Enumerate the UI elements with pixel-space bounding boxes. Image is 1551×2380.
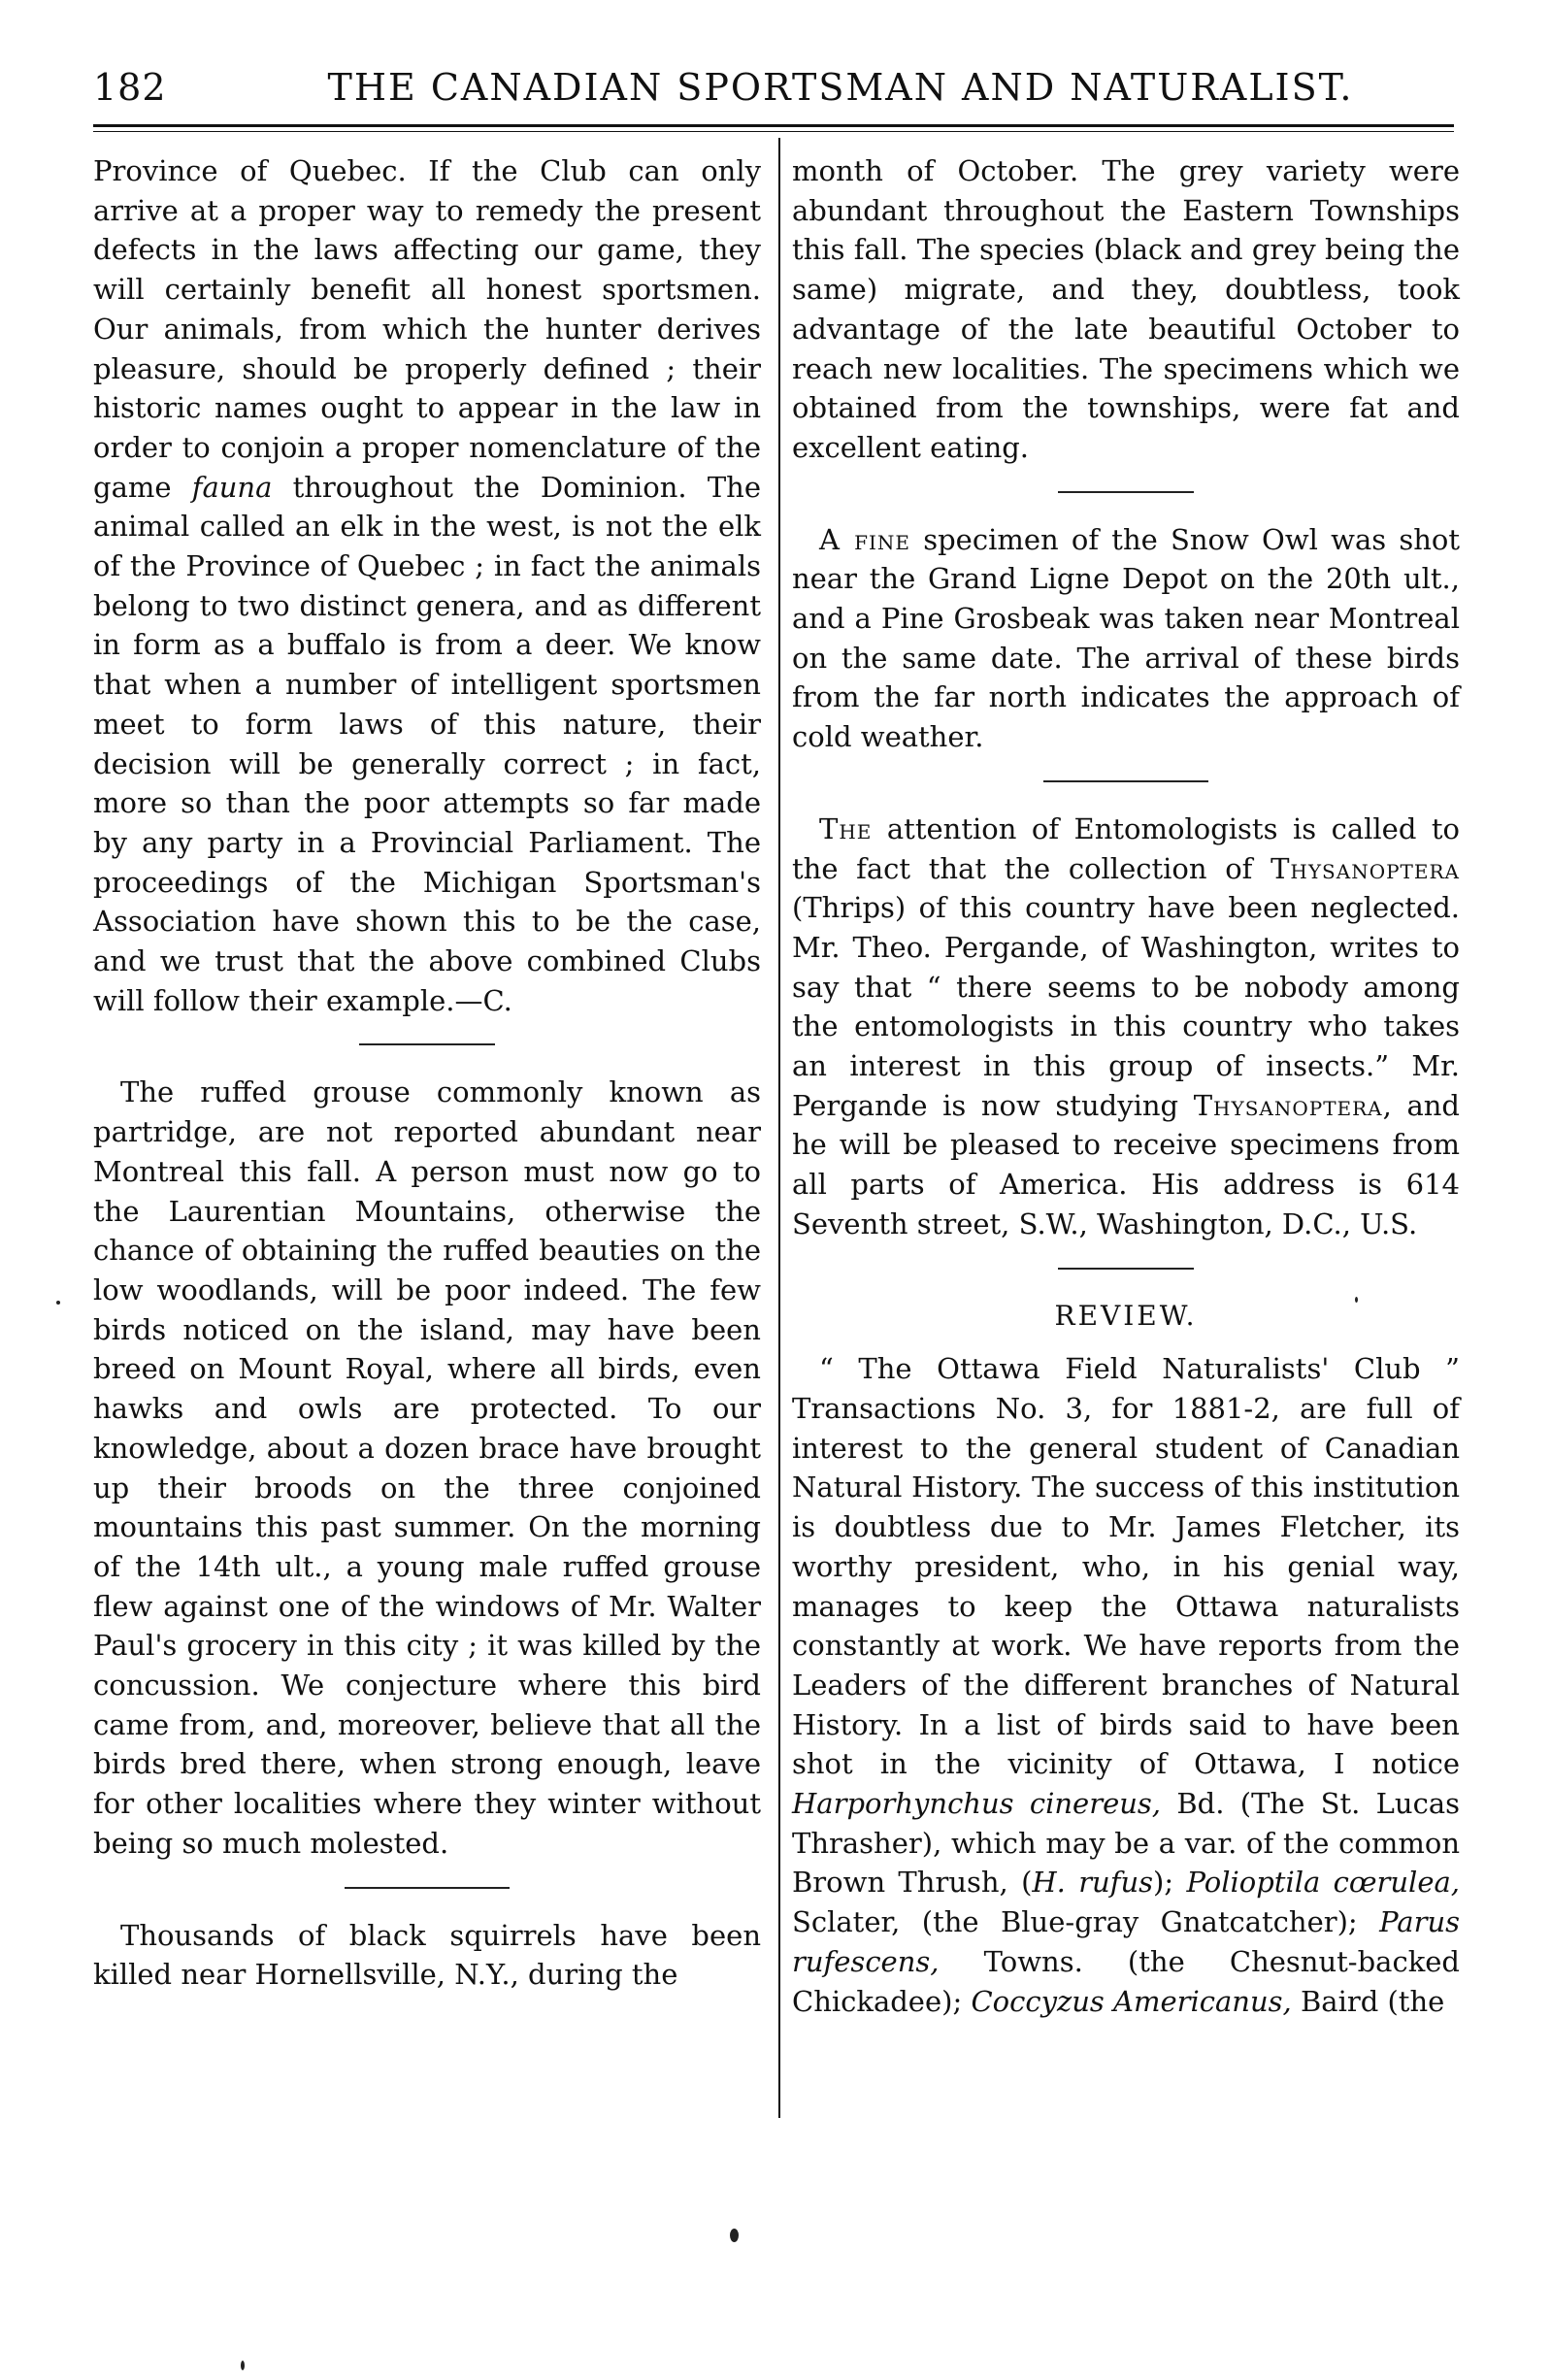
italic-species-name: Polioptila cœrulea, xyxy=(1186,1866,1461,1900)
small-caps-lead: A fine xyxy=(819,522,911,556)
paragraph-review xyxy=(792,1349,1460,2021)
small-caps-lead: The xyxy=(819,811,873,845)
text-span: specimen of the Snow Owl was shot near the Grand Ligne Depot on the 20th ult., and a Pine Grosbeak was taken near Montreal on the same date. The arrival of these birds from the far north indicates the approach of cold weather. xyxy=(792,522,1460,754)
ink-speck xyxy=(56,1301,60,1305)
review-heading: REVIEW. xyxy=(1054,1299,1198,1332)
small-caps-thysanoptera: Thysanoptera xyxy=(1193,1088,1383,1122)
text-span: “ The Ottawa Field Naturalists' Club ” Transactions No. 3, for 1881-2, are full of interest to the general student of Canadian Natural History. The success of this institution is doubtless due to Mr. James Fletcher, its worthy president, who, in his genial way, manages to keep the Ottawa naturalists constantly at work. We have reports from the Leaders of the different branches of Natural History. In a list of birds said to have been shot in the vicinity of Ottawa, I notice xyxy=(792,1352,1460,1781)
section-separator xyxy=(1058,491,1194,493)
italic-species-name: H. rufus xyxy=(1032,1866,1154,1900)
section-separator xyxy=(1043,780,1208,782)
page-number: 182 xyxy=(93,66,167,109)
text-span: (Thrips) of this country have been neglected. Mr. Theo. Pergande, of Washington, writes to say that “ there seems to be nobody among the entomologists in this country who takes an interest in this group of insects.” Mr. Pergande is now studying xyxy=(792,891,1460,1122)
paragraph-club-laws xyxy=(93,151,761,1020)
text-span: , and he will be pleased to receive specimens from all parts of America. His address is 614 Seventh street, S.W., Washington, D.C., U.S. xyxy=(792,1088,1460,1240)
paragraph-black-squirrels: Thousands of black squirrels have been killed near Hornellsville, N.Y., during the xyxy=(93,1918,761,1992)
paragraph-grey-squirrels: month of October. The grey variety were abundant throughout the Eastern Townships this fall. The species (black and grey being the same) migrate, and they, doubtless, took advantage of the late beautiful October to reach new localities. The specimens which we obtained from the townships, were fat and excellent eating. xyxy=(792,154,1460,464)
section-separator xyxy=(359,1043,495,1045)
small-caps-thysanoptera: Thysanoptera xyxy=(1270,851,1460,885)
section-separator xyxy=(1058,1268,1194,1270)
left-column xyxy=(93,151,761,1995)
italic-species-name: Harporhynchus cinereus, xyxy=(792,1787,1162,1821)
ink-speck xyxy=(241,2361,245,2370)
right-column xyxy=(792,151,1460,2021)
page-header xyxy=(93,66,1452,115)
paragraph-entomologists xyxy=(792,810,1460,1244)
italic-fauna: fauna xyxy=(191,470,273,504)
running-head: THE CANADIAN SPORTSMAN AND NATURALIST. xyxy=(327,66,1354,109)
column-divider xyxy=(778,138,780,2118)
italic-species-name: Coccyzus Americanus, xyxy=(971,1984,1292,2018)
text-span: Baird (the xyxy=(1291,1984,1445,2018)
header-rule-thin xyxy=(93,131,1454,132)
text-span: attention of Entomologists is called to the fact that the collection of xyxy=(792,811,1460,885)
text-span: Towns. (the Chesnut-backed Chickadee); xyxy=(792,1944,1460,2018)
text-span: throughout the Dominion. The animal called an elk in the west, is not the elk of the Province of Quebec ; in fact the animals belong to two distinct genera, and as different in form as a buffalo is from a deer. We know that when a number of intelligent sportsmen meet to form laws of this nature, their decision will be generally correct ; in fact, more so than the poor attempts so far made by any party in a Provincial Parliament. The proceedings of the Michigan Sportsman's Association have shown this to be the case, and we trust that the above combined Clubs will follow their example.—C. xyxy=(93,470,762,1017)
header-rule-thick xyxy=(93,124,1454,127)
italic-species-name: Parus rufescens, xyxy=(792,1905,1460,1978)
text-span: Sclater, (the Blue-gray Gnatcatcher); xyxy=(792,1905,1380,1939)
paragraph-snow-owl xyxy=(792,520,1460,757)
section-separator xyxy=(345,1887,510,1889)
paragraph-ruffed-grouse: The ruffed grouse commonly known as partridge, are not reported abundant near Montreal this fall. A person must now go to the Laurentian Mountains, otherwise the chance of obtaining the ruffed beauties on the low woodlands, will be poor indeed. The few birds noticed on the island, may have been breed on Mount Royal, where all birds, even hawks and owls are protected. To our knowledge, about a dozen brace have brought up their broods on the three conjoined mountains this past summer. On the morning of the 14th ult., a young male ruffed grouse flew against one of the windows of Mr. Walter Paul's grocery in this city ; it was killed by the concussion. We conjecture where this bird came from, and, moreover, believe that all the birds bred there, when strong enough, leave for other localities where they winter without being so much molested. xyxy=(93,1075,761,1860)
text-span: ); xyxy=(1153,1866,1187,1900)
ink-speck xyxy=(1355,1297,1358,1303)
ink-speck xyxy=(730,2229,739,2242)
text-span: Bd. (The St. Lucas Thrasher), which may be a var. of the common Brown Thrush, ( xyxy=(792,1787,1460,1900)
text-span: Province of Quebec. If the Club can only arrive at a proper way to remedy the present defects in the laws affecting our game, they will certainly benefit all honest sportsmen. Our animals, from which the hunter derives pleasure, should be properly defined ; their historic names ought to appear in the law in order to conjoin a proper nomenclature of the game xyxy=(93,154,761,504)
